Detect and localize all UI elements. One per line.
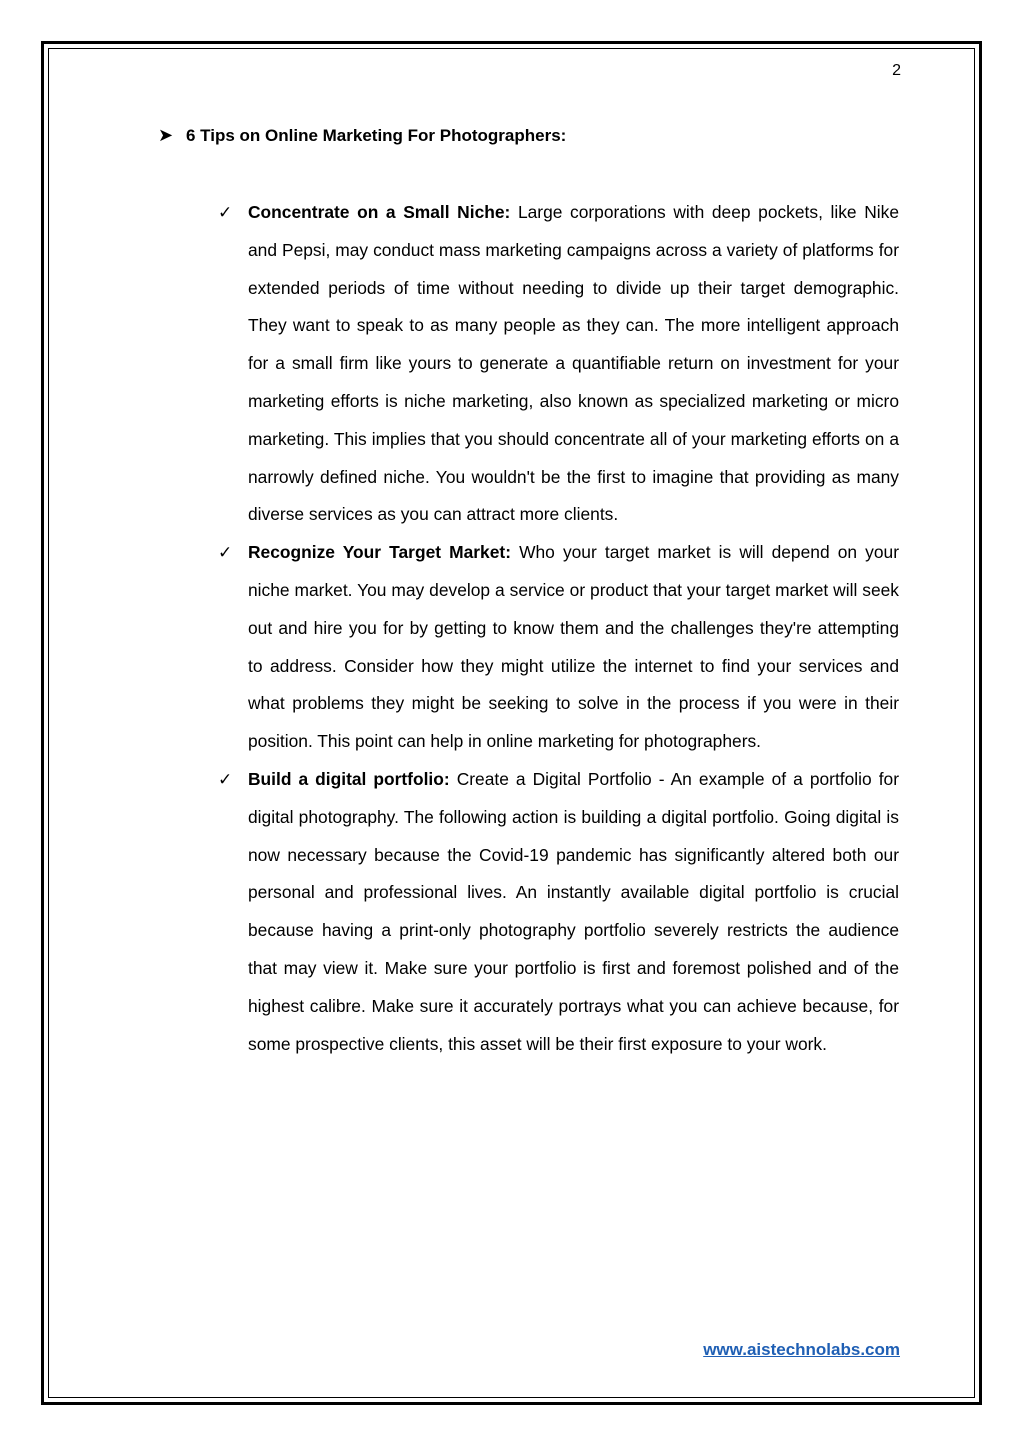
check-icon: ✓	[218, 769, 233, 789]
section-heading-text: 6 Tips on Online Marketing For Photographers:	[186, 125, 567, 145]
tip-body: Large corporations with deep pockets, like Nike and Pepsi, may conduct mass marketing campaigns across a variety of platforms for extended periods of time without needing to divide up their target demographic. They want to speak to as many people as they can. The more intelligent approach for a small firm like yours to generate a quantifiable return on investment for your marketing efforts is niche marketing, also known as specialized marketing or micro marketing. This implies that you should concentrate all of your marketing efforts on a narrowly defined niche. You wouldn't be the first to imagine that providing as many diverse services as you can attract more clients.	[248, 202, 899, 525]
check-icon: ✓	[218, 203, 233, 222]
list-item	[218, 761, 899, 1063]
tips-list	[218, 194, 899, 1063]
check-icon: ✓	[218, 543, 233, 563]
page-number: 2	[892, 62, 901, 79]
list-item	[218, 534, 899, 761]
tip-title: Recognize Your Target Market:	[248, 542, 511, 563]
arrow-bullet-icon: ➤	[158, 125, 174, 145]
list-item	[218, 194, 899, 534]
tip-title: Concentrate on a Small Niche:	[248, 202, 511, 222]
tip-body: Create a Digital Portfolio - An example of a portfolio for digital photography. The following action is building a digital portfolio. Going digital is now necessary because the Covid-19 pandemic has significantly altered both our personal and professional lives. An instantly available digital portfolio is crucial because having a print-only photography portfolio severely restricts the audience that may view it. Make sure your portfolio is first and foremost polished and of the highest calibre. Make sure it accurately portrays what you can achieve because, for some prospective clients, this asset will be their first exposure to your work.	[248, 768, 899, 1054]
tip-title: Build a digital portfolio:	[248, 768, 450, 789]
website-link[interactable]: www.aistechnolabs.com	[703, 1340, 900, 1359]
tip-body: Who your target market is will depend on your niche market. You may develop a service or product that your target market will seek out and hire you for by getting to know them and the challenges they're attempting to address. Consider how they might utilize the internet to find your services and what problems they might be seeking to solve in the process if you were in their position. This point can help in online marketing for photographers.	[248, 542, 899, 752]
section-heading	[158, 125, 566, 146]
